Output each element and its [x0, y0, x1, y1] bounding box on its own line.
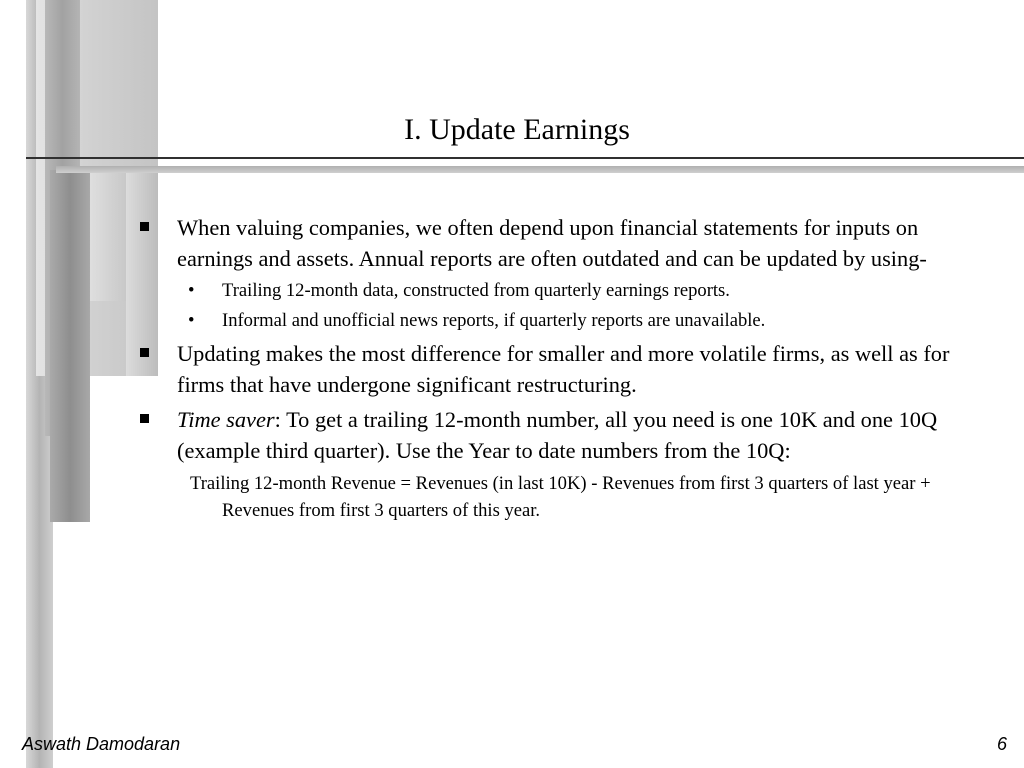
square-bullet-icon — [140, 348, 149, 357]
bullet-text: Updating makes the most difference for smaller and more volatile firms, as well as for firms that have undergone significant restructuring. — [177, 341, 950, 397]
sub-bullet-text: Trailing 12-month data, constructed from quarterly earnings reports. — [222, 280, 730, 301]
slide-content — [140, 212, 990, 524]
sub-bullet-item — [140, 278, 990, 304]
bullet-text: : To get a trailing 12-month number, all you need is one 10K and one 10Q (example third quarter). Use the Year to date numbers from the 10Q: — [177, 407, 938, 463]
bullet-item — [140, 212, 990, 274]
bullet-item — [140, 404, 990, 466]
decor-bar — [50, 170, 90, 522]
sub-bullet-item — [140, 308, 990, 334]
slide-title: I. Update Earnings — [404, 113, 630, 146]
square-bullet-icon — [140, 222, 149, 231]
bullet-emphasis: Time saver — [177, 407, 275, 432]
sub-bullet-text: Informal and unofficial news reports, if quarterly reports are unavailable. — [222, 310, 766, 331]
dot-bullet-icon: • — [188, 310, 195, 331]
formula-text: Trailing 12-month Revenue = Revenues (in last 10K) - Revenues from first 3 quarters of last year + Revenues from first 3 quarters of this year. — [190, 473, 931, 521]
square-bullet-icon — [140, 414, 149, 423]
footer-author: Aswath Damodaran — [22, 734, 181, 754]
title-rule — [26, 157, 1024, 159]
dot-bullet-icon: • — [188, 280, 195, 301]
page-number: 6 — [996, 734, 1007, 754]
bullet-item — [140, 338, 990, 400]
bullet-text: When valuing companies, we often depend upon financial statements for inputs on earnings and assets. Annual reports are often outdated and can be updated by using- — [177, 215, 927, 271]
title-underbar — [56, 166, 1024, 173]
